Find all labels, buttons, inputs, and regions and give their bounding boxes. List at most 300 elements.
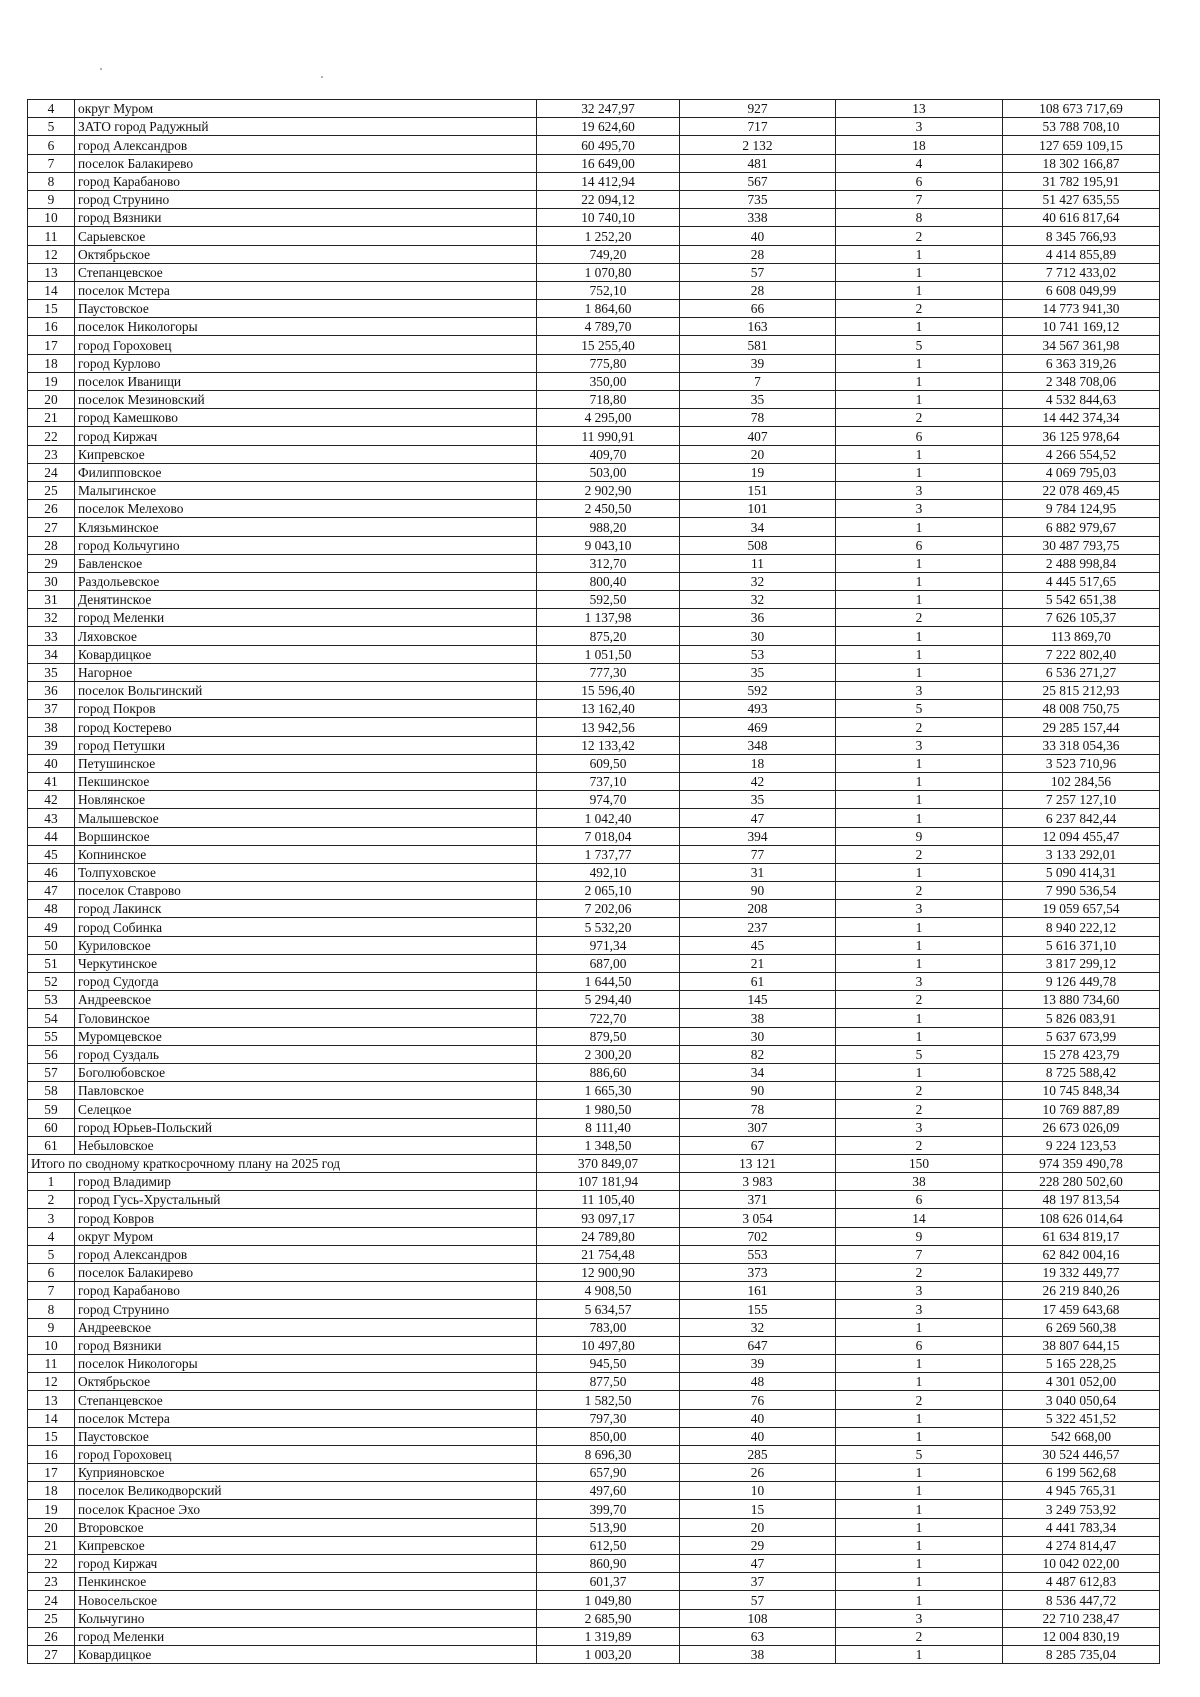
row-number: 53 bbox=[28, 991, 75, 1009]
residents-value: 371 bbox=[680, 1191, 836, 1209]
residents-value: 82 bbox=[680, 1045, 836, 1063]
residents-value: 3 983 bbox=[680, 1173, 836, 1191]
residents-value: 37 bbox=[680, 1573, 836, 1591]
table-row bbox=[28, 1427, 1160, 1445]
row-number: 18 bbox=[28, 354, 75, 372]
area-value: 1 864,60 bbox=[537, 300, 680, 318]
area-value: 1 665,30 bbox=[537, 1082, 680, 1100]
row-number: 15 bbox=[28, 1427, 75, 1445]
area-value: 609,50 bbox=[537, 754, 680, 772]
houses-count: 5 bbox=[836, 1045, 1003, 1063]
row-number: 6 bbox=[28, 1264, 75, 1282]
row-number: 10 bbox=[28, 1336, 75, 1354]
table-row bbox=[28, 172, 1160, 190]
row-number: 10 bbox=[28, 209, 75, 227]
residents-value: 38 bbox=[680, 1645, 836, 1663]
table-row bbox=[28, 718, 1160, 736]
municipality-name: город Петушки bbox=[75, 736, 537, 754]
area-value: 722,70 bbox=[537, 1009, 680, 1027]
municipality-name: Нагорное bbox=[75, 663, 537, 681]
houses-count: 6 bbox=[836, 172, 1003, 190]
area-value: 1 049,80 bbox=[537, 1591, 680, 1609]
cost-value: 4 532 844,63 bbox=[1003, 391, 1160, 409]
residents-value: 237 bbox=[680, 918, 836, 936]
municipality-name: поселок Балакирево bbox=[75, 1264, 537, 1282]
municipality-name: Ковардицкое bbox=[75, 1645, 537, 1663]
residents-value: 145 bbox=[680, 991, 836, 1009]
area-value: 5 532,20 bbox=[537, 918, 680, 936]
cost-value: 34 567 361,98 bbox=[1003, 336, 1160, 354]
cost-value: 10 769 887,89 bbox=[1003, 1100, 1160, 1118]
total-row bbox=[28, 1154, 1160, 1172]
row-number: 17 bbox=[28, 336, 75, 354]
cost-value: 5 826 083,91 bbox=[1003, 1009, 1160, 1027]
houses-count: 1 bbox=[836, 354, 1003, 372]
row-number: 54 bbox=[28, 1009, 75, 1027]
table-row bbox=[28, 700, 1160, 718]
table-row bbox=[28, 1409, 1160, 1427]
houses-count: 1 bbox=[836, 518, 1003, 536]
row-number: 52 bbox=[28, 973, 75, 991]
municipality-name: Небыловское bbox=[75, 1136, 537, 1154]
houses-count: 3 bbox=[836, 1300, 1003, 1318]
houses-count: 1 bbox=[836, 1518, 1003, 1536]
residents-value: 373 bbox=[680, 1264, 836, 1282]
table-row bbox=[28, 1082, 1160, 1100]
residents-value: 29 bbox=[680, 1536, 836, 1554]
area-value: 657,90 bbox=[537, 1464, 680, 1482]
municipality-name: Филипповское bbox=[75, 463, 537, 481]
municipality-name: Андреевское bbox=[75, 991, 537, 1009]
row-number: 60 bbox=[28, 1118, 75, 1136]
municipality-name: город Струнино bbox=[75, 190, 537, 208]
row-number: 13 bbox=[28, 263, 75, 281]
row-number: 4 bbox=[28, 100, 75, 118]
area-value: 775,80 bbox=[537, 354, 680, 372]
table-row bbox=[28, 1373, 1160, 1391]
municipality-name: Кольчугино bbox=[75, 1609, 537, 1627]
cost-value: 6 237 842,44 bbox=[1003, 809, 1160, 827]
row-number: 19 bbox=[28, 372, 75, 390]
houses-count: 3 bbox=[836, 900, 1003, 918]
houses-count: 1 bbox=[836, 809, 1003, 827]
residents-value: 592 bbox=[680, 682, 836, 700]
residents-value: 63 bbox=[680, 1627, 836, 1645]
area-value: 800,40 bbox=[537, 572, 680, 590]
table-row bbox=[28, 536, 1160, 554]
cost-value: 542 668,00 bbox=[1003, 1427, 1160, 1445]
residents-value: 508 bbox=[680, 536, 836, 554]
cost-value: 5 616 371,10 bbox=[1003, 936, 1160, 954]
houses-count: 2 bbox=[836, 409, 1003, 427]
residents-value: 76 bbox=[680, 1391, 836, 1409]
area-value: 1 737,77 bbox=[537, 845, 680, 863]
area-value: 10 740,10 bbox=[537, 209, 680, 227]
row-number: 21 bbox=[28, 1536, 75, 1554]
row-number: 1 bbox=[28, 1173, 75, 1191]
area-value: 11 990,91 bbox=[537, 427, 680, 445]
houses-count: 1 bbox=[836, 1318, 1003, 1336]
row-number: 27 bbox=[28, 1645, 75, 1663]
residents-value: 32 bbox=[680, 1318, 836, 1336]
row-number: 8 bbox=[28, 172, 75, 190]
municipality-name: город Струнино bbox=[75, 1300, 537, 1318]
municipality-name: Пенкинское bbox=[75, 1573, 537, 1591]
cost-value: 31 782 195,91 bbox=[1003, 172, 1160, 190]
area-value: 1 319,89 bbox=[537, 1627, 680, 1645]
cost-value: 25 815 212,93 bbox=[1003, 682, 1160, 700]
residents-value: 21 bbox=[680, 954, 836, 972]
houses-count: 1 bbox=[836, 627, 1003, 645]
row-number: 3 bbox=[28, 1209, 75, 1227]
row-number: 39 bbox=[28, 736, 75, 754]
row-number: 32 bbox=[28, 609, 75, 627]
municipality-name: Степанцевское bbox=[75, 263, 537, 281]
houses-count: 1 bbox=[836, 645, 1003, 663]
residents-value: 31 bbox=[680, 863, 836, 881]
cost-value: 4 945 765,31 bbox=[1003, 1482, 1160, 1500]
municipality-name: город Ковров bbox=[75, 1209, 537, 1227]
houses-count: 3 bbox=[836, 736, 1003, 754]
cost-value: 6 882 979,67 bbox=[1003, 518, 1160, 536]
table-row bbox=[28, 1300, 1160, 1318]
area-value: 32 247,97 bbox=[537, 100, 680, 118]
table-row bbox=[28, 1609, 1160, 1627]
municipality-name: Кипревское bbox=[75, 445, 537, 463]
municipality-name: город Гороховец bbox=[75, 336, 537, 354]
table-row bbox=[28, 736, 1160, 754]
row-number: 45 bbox=[28, 845, 75, 863]
cost-value: 51 427 635,55 bbox=[1003, 190, 1160, 208]
residents-value: 45 bbox=[680, 936, 836, 954]
table-row bbox=[28, 1209, 1160, 1227]
table-row bbox=[28, 918, 1160, 936]
houses-count: 1 bbox=[836, 591, 1003, 609]
municipality-name: поселок Никологоры bbox=[75, 1354, 537, 1372]
table-row bbox=[28, 463, 1160, 481]
residents-value: 57 bbox=[680, 263, 836, 281]
residents-value: 35 bbox=[680, 791, 836, 809]
houses-count: 9 bbox=[836, 1227, 1003, 1245]
table-row bbox=[28, 1318, 1160, 1336]
table-row bbox=[28, 627, 1160, 645]
row-number: 33 bbox=[28, 627, 75, 645]
cost-value: 3 040 050,64 bbox=[1003, 1391, 1160, 1409]
houses-count: 3 bbox=[836, 1609, 1003, 1627]
table-row bbox=[28, 518, 1160, 536]
table-row bbox=[28, 209, 1160, 227]
row-number: 7 bbox=[28, 154, 75, 172]
residents-value: 42 bbox=[680, 772, 836, 790]
houses-count: 5 bbox=[836, 700, 1003, 718]
municipality-name: поселок Ставрово bbox=[75, 882, 537, 900]
municipality-name: город Карабаново bbox=[75, 172, 537, 190]
table-row bbox=[28, 645, 1160, 663]
table-row bbox=[28, 663, 1160, 681]
municipality-name: город Меленки bbox=[75, 609, 537, 627]
municipality-name: Боголюбовское bbox=[75, 1063, 537, 1081]
houses-count: 3 bbox=[836, 1282, 1003, 1300]
houses-count: 1 bbox=[836, 463, 1003, 481]
table-row bbox=[28, 809, 1160, 827]
row-number: 31 bbox=[28, 591, 75, 609]
row-number: 27 bbox=[28, 518, 75, 536]
municipality-name: ЗАТО город Радужный bbox=[75, 118, 537, 136]
area-value: 107 181,94 bbox=[537, 1173, 680, 1191]
residents-value: 151 bbox=[680, 481, 836, 499]
table-row bbox=[28, 1573, 1160, 1591]
municipality-name: Пекшинское bbox=[75, 772, 537, 790]
municipality-name: город Киржач bbox=[75, 427, 537, 445]
residents-value: 30 bbox=[680, 1027, 836, 1045]
area-value: 492,10 bbox=[537, 863, 680, 881]
row-number: 35 bbox=[28, 663, 75, 681]
area-value: 592,50 bbox=[537, 591, 680, 609]
table-row bbox=[28, 1245, 1160, 1263]
residents-value: 19 bbox=[680, 463, 836, 481]
area-value: 5 294,40 bbox=[537, 991, 680, 1009]
houses-count: 1 bbox=[836, 954, 1003, 972]
houses-count: 1 bbox=[836, 1373, 1003, 1391]
municipality-name: Клязьминское bbox=[75, 518, 537, 536]
residents-value: 34 bbox=[680, 518, 836, 536]
area-value: 875,20 bbox=[537, 627, 680, 645]
row-number: 5 bbox=[28, 118, 75, 136]
houses-count: 1 bbox=[836, 863, 1003, 881]
table-row bbox=[28, 1518, 1160, 1536]
row-number: 9 bbox=[28, 1318, 75, 1336]
residents-value: 35 bbox=[680, 663, 836, 681]
area-value: 7 018,04 bbox=[537, 827, 680, 845]
municipality-name: Степанцевское bbox=[75, 1391, 537, 1409]
area-value: 409,70 bbox=[537, 445, 680, 463]
area-value: 11 105,40 bbox=[537, 1191, 680, 1209]
table-row bbox=[28, 572, 1160, 590]
cost-value: 7 712 433,02 bbox=[1003, 263, 1160, 281]
residents-value: 40 bbox=[680, 1427, 836, 1445]
row-number: 14 bbox=[28, 1409, 75, 1427]
houses-count: 1 bbox=[836, 791, 1003, 809]
residents-value: 26 bbox=[680, 1464, 836, 1482]
residents-value: 338 bbox=[680, 209, 836, 227]
table-row bbox=[28, 1391, 1160, 1409]
houses-count: 14 bbox=[836, 1209, 1003, 1227]
area-value: 16 649,00 bbox=[537, 154, 680, 172]
area-value: 1 042,40 bbox=[537, 809, 680, 827]
row-number: 9 bbox=[28, 190, 75, 208]
houses-count: 1 bbox=[836, 1482, 1003, 1500]
row-number: 16 bbox=[28, 1445, 75, 1463]
houses-count: 2 bbox=[836, 1627, 1003, 1645]
residents-value: 469 bbox=[680, 718, 836, 736]
municipality-name: город Александров bbox=[75, 1245, 537, 1263]
residents-value: 28 bbox=[680, 281, 836, 299]
cost-value: 36 125 978,64 bbox=[1003, 427, 1160, 445]
municipality-name: поселок Балакирево bbox=[75, 154, 537, 172]
municipality-name: поселок Иванищи bbox=[75, 372, 537, 390]
residents-value: 47 bbox=[680, 1555, 836, 1573]
row-number: 36 bbox=[28, 682, 75, 700]
row-number: 22 bbox=[28, 1555, 75, 1573]
area-value: 15 255,40 bbox=[537, 336, 680, 354]
table-row bbox=[28, 1264, 1160, 1282]
municipality-name: город Судогда bbox=[75, 973, 537, 991]
cost-value: 108 673 717,69 bbox=[1003, 100, 1160, 118]
scan-speck bbox=[100, 68, 102, 70]
area-value: 1 137,98 bbox=[537, 609, 680, 627]
table-row bbox=[28, 882, 1160, 900]
residents-value: 32 bbox=[680, 572, 836, 590]
area-value: 2 902,90 bbox=[537, 481, 680, 499]
area-value: 15 596,40 bbox=[537, 682, 680, 700]
area-value: 974,70 bbox=[537, 791, 680, 809]
area-value: 783,00 bbox=[537, 1318, 680, 1336]
cost-value: 6 363 319,26 bbox=[1003, 354, 1160, 372]
municipality-name: поселок Вольгинский bbox=[75, 682, 537, 700]
houses-count: 1 bbox=[836, 1573, 1003, 1591]
area-value: 1 980,50 bbox=[537, 1100, 680, 1118]
municipality-name: Паустовское bbox=[75, 1427, 537, 1445]
cost-value: 48 008 750,75 bbox=[1003, 700, 1160, 718]
row-number: 5 bbox=[28, 1245, 75, 1263]
row-number: 57 bbox=[28, 1063, 75, 1081]
municipality-name: город Курлово bbox=[75, 354, 537, 372]
area-value: 612,50 bbox=[537, 1536, 680, 1554]
cost-value: 127 659 109,15 bbox=[1003, 136, 1160, 154]
row-number: 49 bbox=[28, 918, 75, 936]
houses-count: 3 bbox=[836, 682, 1003, 700]
row-number: 28 bbox=[28, 536, 75, 554]
cost-value: 10 745 848,34 bbox=[1003, 1082, 1160, 1100]
residents-value: 47 bbox=[680, 809, 836, 827]
cost-value: 2 348 708,06 bbox=[1003, 372, 1160, 390]
municipality-name: Павловское bbox=[75, 1082, 537, 1100]
residents-value: 20 bbox=[680, 445, 836, 463]
area-value: 879,50 bbox=[537, 1027, 680, 1045]
cost-value: 7 222 802,40 bbox=[1003, 645, 1160, 663]
residents-value: 3 054 bbox=[680, 1209, 836, 1227]
municipality-name: город Гусь-Хрустальный bbox=[75, 1191, 537, 1209]
municipality-name: город Вязники bbox=[75, 209, 537, 227]
row-number: 18 bbox=[28, 1482, 75, 1500]
area-value: 2 300,20 bbox=[537, 1045, 680, 1063]
municipality-name: Паустовское bbox=[75, 300, 537, 318]
houses-count: 1 bbox=[836, 391, 1003, 409]
houses-count: 1 bbox=[836, 1555, 1003, 1573]
table-row bbox=[28, 500, 1160, 518]
cost-value: 12 004 830,19 bbox=[1003, 1627, 1160, 1645]
area-value: 601,37 bbox=[537, 1573, 680, 1591]
residents-value: 567 bbox=[680, 172, 836, 190]
residents-value: 735 bbox=[680, 190, 836, 208]
cost-value: 8 940 222,12 bbox=[1003, 918, 1160, 936]
area-value: 7 202,06 bbox=[537, 900, 680, 918]
cost-value: 53 788 708,10 bbox=[1003, 118, 1160, 136]
area-value: 860,90 bbox=[537, 1555, 680, 1573]
row-number: 47 bbox=[28, 882, 75, 900]
table-row bbox=[28, 554, 1160, 572]
residents-value: 108 bbox=[680, 1609, 836, 1627]
table-row bbox=[28, 791, 1160, 809]
area-value: 850,00 bbox=[537, 1427, 680, 1445]
table-row bbox=[28, 991, 1160, 1009]
area-value: 399,70 bbox=[537, 1500, 680, 1518]
cost-value: 15 278 423,79 bbox=[1003, 1045, 1160, 1063]
table-row bbox=[28, 1336, 1160, 1354]
row-number: 8 bbox=[28, 1300, 75, 1318]
area-value: 19 624,60 bbox=[537, 118, 680, 136]
houses-count: 1 bbox=[836, 1427, 1003, 1445]
row-number: 23 bbox=[28, 445, 75, 463]
cost-value: 3 523 710,96 bbox=[1003, 754, 1160, 772]
residents-value: 34 bbox=[680, 1063, 836, 1081]
residents-value: 38 bbox=[680, 1009, 836, 1027]
row-number: 26 bbox=[28, 500, 75, 518]
municipality-name: город Лакинск bbox=[75, 900, 537, 918]
row-number: 48 bbox=[28, 900, 75, 918]
residents-value: 348 bbox=[680, 736, 836, 754]
cost-value: 8 536 447,72 bbox=[1003, 1591, 1160, 1609]
table-row bbox=[28, 118, 1160, 136]
table-row bbox=[28, 1555, 1160, 1573]
total-cost: 974 359 490,78 bbox=[1003, 1154, 1160, 1172]
houses-count: 1 bbox=[836, 1464, 1003, 1482]
houses-count: 1 bbox=[836, 772, 1003, 790]
residents-value: 394 bbox=[680, 827, 836, 845]
residents-value: 493 bbox=[680, 700, 836, 718]
area-value: 9 043,10 bbox=[537, 536, 680, 554]
table-row bbox=[28, 481, 1160, 499]
residents-value: 163 bbox=[680, 318, 836, 336]
cost-value: 5 322 451,52 bbox=[1003, 1409, 1160, 1427]
area-value: 777,30 bbox=[537, 663, 680, 681]
row-number: 51 bbox=[28, 954, 75, 972]
area-value: 971,34 bbox=[537, 936, 680, 954]
cost-value: 4 301 052,00 bbox=[1003, 1373, 1160, 1391]
table-row bbox=[28, 1173, 1160, 1191]
area-value: 497,60 bbox=[537, 1482, 680, 1500]
row-number: 20 bbox=[28, 1518, 75, 1536]
municipality-name: Бавленское bbox=[75, 554, 537, 572]
municipality-name: поселок Мстера bbox=[75, 281, 537, 299]
municipality-name: Малыгинское bbox=[75, 481, 537, 499]
houses-count: 6 bbox=[836, 427, 1003, 445]
area-value: 945,50 bbox=[537, 1354, 680, 1372]
cost-value: 48 197 813,54 bbox=[1003, 1191, 1160, 1209]
table-row bbox=[28, 154, 1160, 172]
houses-count: 38 bbox=[836, 1173, 1003, 1191]
cost-value: 5 165 228,25 bbox=[1003, 1354, 1160, 1372]
table-row bbox=[28, 772, 1160, 790]
row-number: 44 bbox=[28, 827, 75, 845]
total-label: Итого по сводному краткосрочному плану на 2025 год bbox=[28, 1154, 537, 1172]
residents-value: 407 bbox=[680, 427, 836, 445]
houses-count: 7 bbox=[836, 190, 1003, 208]
area-value: 1 003,20 bbox=[537, 1645, 680, 1663]
cost-value: 9 224 123,53 bbox=[1003, 1136, 1160, 1154]
area-value: 14 412,94 bbox=[537, 172, 680, 190]
area-value: 22 094,12 bbox=[537, 190, 680, 208]
municipality-name: поселок Мстера bbox=[75, 1409, 537, 1427]
municipality-name: Сарыевское bbox=[75, 227, 537, 245]
table-row bbox=[28, 336, 1160, 354]
houses-count: 1 bbox=[836, 554, 1003, 572]
area-value: 797,30 bbox=[537, 1409, 680, 1427]
table-row bbox=[28, 1464, 1160, 1482]
area-value: 60 495,70 bbox=[537, 136, 680, 154]
municipality-name: город Вязники bbox=[75, 1336, 537, 1354]
residents-value: 581 bbox=[680, 336, 836, 354]
